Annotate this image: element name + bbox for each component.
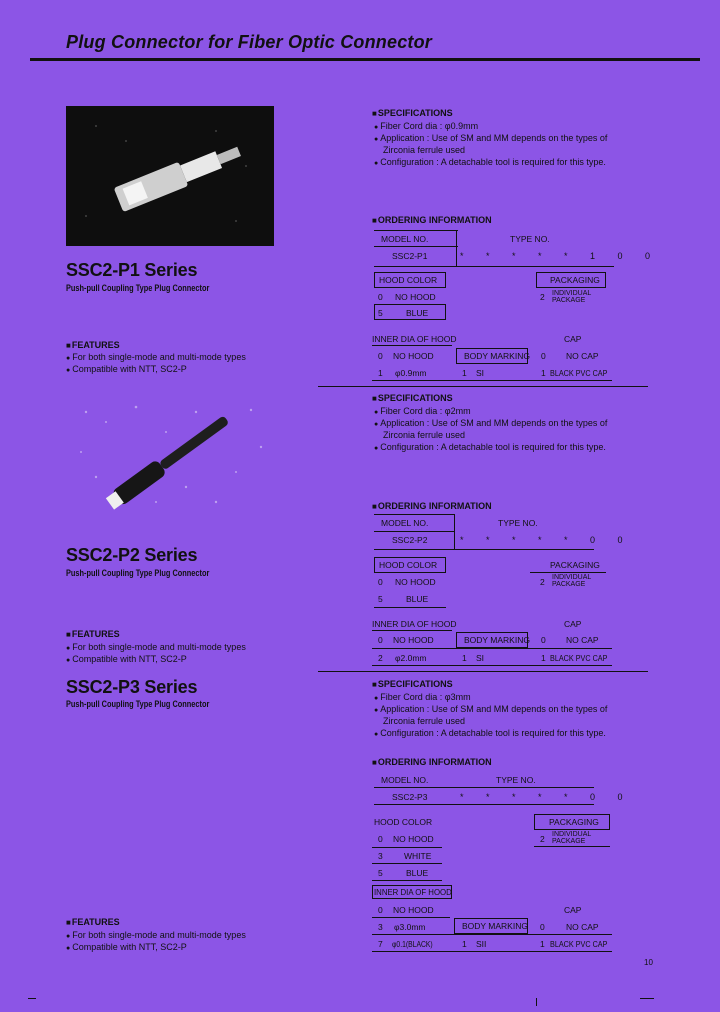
series-subtitle-p1: Push-pull Coupling Type Plug Connector [66,283,210,293]
inner-code-p1-2: 1 [378,368,383,378]
hood-text-p2-1: NO HOOD [395,577,436,587]
body-code-p2-1: 1 [462,653,467,663]
inner-label-p3: INNER DIA OF HOOD [374,887,452,897]
packaging-label-p2: PACKAGING [550,560,600,570]
hood-code-p3-3: 5 [378,868,383,878]
order-heading-p3: ■ ORDERING INFORMATION [372,757,492,767]
footer-mark [28,998,36,999]
body-text-p1-1: SI [476,368,485,378]
hood-code-p3-2: 3 [378,851,383,861]
connector-image-p1 [66,106,274,246]
product-photo-p1 [66,106,274,246]
cap-text-p1-2: BLACK PVC CAP [550,368,608,378]
hood-text-p1-1: NO HOOD [395,292,436,302]
packaging-code-p2: 2 [540,577,545,587]
type-code-p3: * * * * * 0 0 [460,792,633,802]
cap-code-p2-2: 1 [541,653,546,663]
inner-code-p3-3: 7 [378,939,383,949]
section-divider-2 [318,671,648,672]
inner-code-p1-1: 0 [378,351,383,361]
packaging-label-p1: PACKAGING [550,275,600,285]
hood-label-p3: HOOD COLOR [374,817,433,827]
model-label-p1: MODEL NO. [381,234,429,244]
series-title-p3: SSC2-P3 Series [66,677,198,697]
model-value-p2: SSC2-P2 [392,535,428,545]
features-heading-p1: ■ FEATURES [66,340,120,350]
page-number: 10 [644,958,653,967]
spec-line-p2-3: Zirconia ferrule used [383,430,466,440]
hood-code-p1-2: 5 [378,308,383,318]
inner-text-p1-1: NO HOOD [393,351,434,361]
order-heading-p1: ■ ORDERING INFORMATION [372,215,492,225]
packaging-code-p3: 2 [540,834,545,844]
body-text-p3-1: SII [476,939,487,949]
hood-label-p1: HOOD COLOR [379,275,438,285]
hood-code-p1-1: 0 [378,292,383,302]
inner-text-p2-2: φ2.0mm [395,653,427,663]
cap-code-p3-1: 0 [540,922,545,932]
spec-heading-p2: ■ SPECIFICATIONS [372,393,453,403]
body-text-p2-1: SI [476,653,485,663]
hood-text-p3-3: BLUE [406,868,429,878]
body-code-p3-1: 1 [462,939,467,949]
inner-text-p3-2: φ3.0mm [394,922,426,932]
packaging-text-p2: INDIVIDUAL PACKAGE [552,574,592,588]
spec-heading-p1: ■ SPECIFICATIONS [372,108,453,118]
spec-line-p3-3: Zirconia ferrule used [383,716,466,726]
cap-code-p1-1: 0 [541,351,546,361]
type-label-p2: TYPE NO. [498,518,538,528]
feature-item-p1-2: ● Compatible with NTT, SC2-P [66,363,187,377]
packaging-text-p3: INDIVIDUAL PACKAGE [552,831,592,845]
hood-text-p3-2: WHITE [404,851,432,861]
spec-line-p3-1: ● Fiber Cord dia : φ3mm [374,691,471,705]
inner-label-p2: INNER DIA OF HOOD [372,619,457,629]
series-title-p2: SSC2-P2 Series [66,545,198,565]
features-heading-p3: ■ FEATURES [66,917,120,927]
features-heading-p2: ■ FEATURES [66,629,120,639]
feature-item-p2-2: ● Compatible with NTT, SC2-P [66,653,187,667]
cap-code-p3-2: 1 [540,939,545,949]
cap-text-p2-1: NO CAP [566,635,599,645]
hood-text-p3-1: NO HOOD [393,834,434,844]
cap-text-p1-1: NO CAP [566,351,599,361]
inner-text-p1-2: φ0.9mm [395,368,427,378]
series-subtitle-p2: Push-pull Coupling Type Plug Connector [66,568,210,578]
page-title: Plug Connector for Fiber Optic Connector [66,32,433,52]
cap-code-p1-2: 1 [541,368,546,378]
type-label-p1: TYPE NO. [510,234,550,244]
model-label-p3: MODEL NO. [381,775,429,785]
inner-text-p3-1: NO HOOD [393,905,434,915]
product-photo-p2 [66,392,274,518]
body-label-p3: BODY MARKING [462,921,528,931]
spec-line-p1-4: ● Configuration : A detachable tool is required for this type. [374,156,606,170]
spec-line-p1-3: Zirconia ferrule used [383,145,466,155]
type-label-p3: TYPE NO. [496,775,536,785]
model-label-p2: MODEL NO. [381,518,429,528]
cap-label-p3: CAP [564,905,582,915]
title-rule [30,58,700,61]
type-code-p2: * * * * * 0 0 [460,535,633,545]
footer-mark [536,998,537,1006]
cap-label-p2: CAP [564,619,582,629]
hood-text-p2-2: BLUE [406,594,429,604]
spec-line-p2-2: ● Application : Use of SM and MM depends on the types of [374,417,607,431]
hood-text-p1-2: BLUE [406,308,429,318]
cap-text-p2-2: BLACK PVC CAP [550,653,608,663]
connector-image-p2 [66,392,274,518]
spec-line-p1-1: ● Fiber Cord dia : φ0.9mm [374,120,478,134]
spec-heading-p3: ■ SPECIFICATIONS [372,679,453,689]
footer-mark [640,998,654,999]
body-label-p2: BODY MARKING [464,635,530,645]
inner-text-p3-3: φ0.1(BLACK) [392,939,433,949]
cap-code-p2-1: 0 [541,635,546,645]
hood-code-p2-1: 0 [378,577,383,587]
cap-label-p1: CAP [564,334,582,344]
cap-text-p3-2: BLACK PVC CAP [550,939,608,949]
hood-label-p2: HOOD COLOR [379,560,438,570]
packaging-label-p3: PACKAGING [549,817,599,827]
feature-item-p3-1: ● For both single-mode and multi-mode types [66,929,246,943]
packaging-text-p1: INDIVIDUAL PACKAGE [552,290,592,304]
feature-item-p1-1: ● For both single-mode and multi-mode types [66,351,246,365]
spec-line-p3-4: ● Configuration : A detachable tool is required for this type. [374,727,606,741]
section-divider-1 [318,386,648,387]
body-label-p1: BODY MARKING [464,351,530,361]
feature-item-p3-2: ● Compatible with NTT, SC2-P [66,941,187,955]
packaging-code-p1: 2 [540,292,545,302]
body-code-p1-1: 1 [462,368,467,378]
inner-code-p3-1: 0 [378,905,383,915]
order-heading-p2: ■ ORDERING INFORMATION [372,501,492,511]
series-title-p1: SSC2-P1 Series [66,260,198,280]
spec-line-p2-1: ● Fiber Cord dia : φ2mm [374,405,471,419]
type-code-p1: * * * * * 1 0 0 [460,251,661,261]
inner-code-p3-2: 3 [378,922,383,932]
model-value-p1: SSC2-P1 [392,251,428,261]
feature-item-p2-1: ● For both single-mode and multi-mode types [66,641,246,655]
hood-code-p2-2: 5 [378,594,383,604]
spec-line-p2-4: ● Configuration : A detachable tool is required for this type. [374,441,606,455]
spec-line-p3-2: ● Application : Use of SM and MM depends on the types of [374,703,607,717]
model-value-p3: SSC2-P3 [392,792,428,802]
series-subtitle-p3: Push-pull Coupling Type Plug Connector [66,699,210,709]
inner-code-p2-1: 0 [378,635,383,645]
inner-code-p2-2: 2 [378,653,383,663]
cap-text-p3-1: NO CAP [566,922,599,932]
inner-text-p2-1: NO HOOD [393,635,434,645]
inner-label-p1: INNER DIA OF HOOD [372,334,457,344]
hood-code-p3-1: 0 [378,834,383,844]
spec-line-p1-2: ● Application : Use of SM and MM depends on the types of [374,132,607,146]
